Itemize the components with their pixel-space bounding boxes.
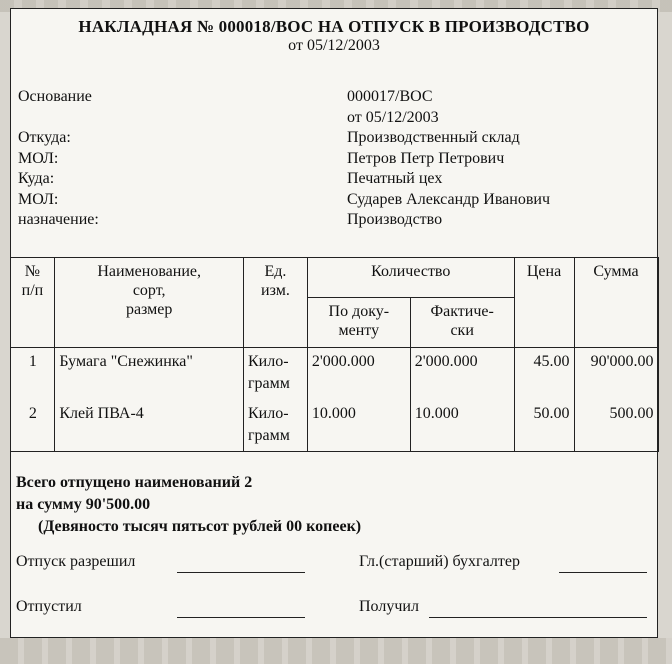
- row-unit: Кило- грамм: [243, 400, 307, 452]
- field-values: [347, 87, 550, 231]
- released-by-signature-line: [177, 617, 305, 618]
- field-label-purpose: назначение:: [18, 211, 99, 228]
- field-value-purpose: Производство: [347, 211, 443, 228]
- field-value-mol-from: Петров Петр Петрович: [347, 149, 505, 167]
- table-row: [10, 348, 658, 400]
- invoice-sheet: [10, 8, 658, 638]
- row-sum: 90'000.00: [574, 348, 658, 400]
- document-date: от 05/12/2003: [288, 37, 380, 54]
- release-permitted-signature-line: [177, 572, 305, 573]
- field-label-from: Откуда:: [18, 129, 71, 146]
- field-value-basis-date: от 05/12/2003: [347, 108, 439, 126]
- row-sum: 500.00: [574, 400, 658, 452]
- field-value-basis: 000017/ВОС: [347, 88, 433, 105]
- row-qty-actual: 2'000.000: [410, 348, 514, 400]
- row-price: 50.00: [514, 400, 574, 452]
- header-qty-actual: Фактиче- ски: [410, 298, 514, 348]
- totals-block: [16, 472, 361, 538]
- field-value-from: Производственный склад: [347, 129, 520, 146]
- header-num: № п/п: [10, 258, 55, 348]
- released-by-label: Отпустил: [16, 598, 82, 615]
- background-page-edge-bottom: [0, 638, 672, 664]
- field-label-to: Куда:: [18, 170, 55, 187]
- field-label-mol-from: МОЛ:: [18, 149, 59, 167]
- field-label-basis: Основание: [18, 88, 92, 105]
- goods-table: [10, 257, 659, 452]
- header-sum: Сумма: [574, 258, 658, 348]
- header-quantity: Количество: [307, 258, 514, 298]
- field-label-basis-date: [18, 108, 99, 129]
- field-value-to: Печатный цех: [347, 170, 443, 187]
- row-price: 45.00: [514, 348, 574, 400]
- row-name: Бумага "Снежинка": [55, 348, 244, 400]
- totals-sum-in-words: (Девяносто тысяч пятьсот рублей 00 копеек): [38, 518, 362, 535]
- document-title: НАКЛАДНАЯ № 000018/ВОС НА ОТПУСК В ПРОИЗВОДСТВО: [78, 17, 590, 36]
- header-unit: Ед. изм.: [243, 258, 307, 348]
- row-qty-document: 2'000.000: [307, 348, 410, 400]
- row-num: 1: [10, 348, 55, 400]
- table-row: [10, 400, 658, 452]
- row-qty-document: 10.000: [307, 400, 410, 452]
- field-labels: [18, 87, 99, 231]
- row-unit: Кило- грамм: [243, 348, 307, 400]
- chief-accountant-label: Гл.(старший) бухгалтер: [359, 553, 520, 570]
- chief-accountant-signature-line: [559, 572, 647, 573]
- header-price: Цена: [514, 258, 574, 348]
- row-name: Клей ПВА-4: [55, 400, 244, 452]
- row-num: 2: [10, 400, 55, 452]
- release-permitted-label: Отпуск разрешил: [16, 553, 136, 570]
- received-by-signature-line: [429, 617, 647, 618]
- totals-sum: на сумму 90'500.00: [16, 496, 151, 513]
- field-value-mol-to: Сударев Александр Иванович: [347, 190, 551, 208]
- field-label-mol-to: МОЛ:: [18, 190, 59, 208]
- received-by-label: Получил: [359, 598, 419, 615]
- header-qty-document: По доку- менту: [307, 298, 410, 348]
- row-qty-actual: 10.000: [410, 400, 514, 452]
- totals-count: Всего отпущено наименований 2: [16, 474, 253, 491]
- header-name: Наименование, сорт, размер: [55, 258, 244, 348]
